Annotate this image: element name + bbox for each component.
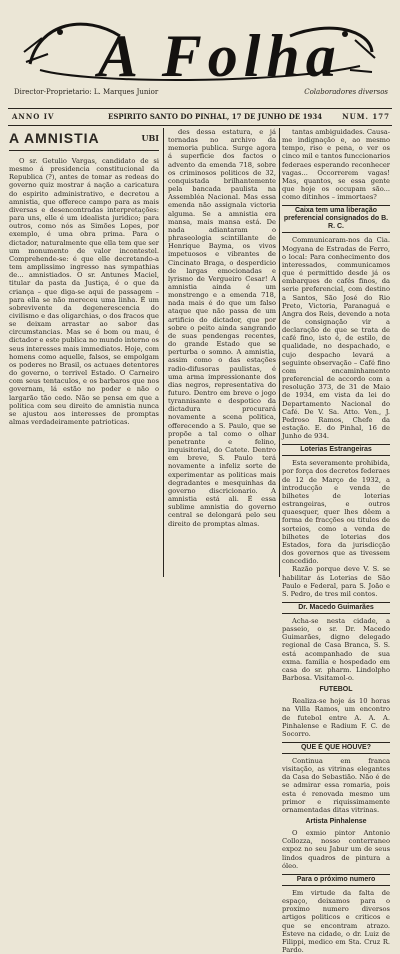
issue-year: ANNO IV xyxy=(12,112,55,121)
column-divider xyxy=(163,128,164,577)
proximo-numero-body: Em virtude da falta de espaço, deixamos para o proximo numero diversos artigos politicos e criticos e que se encontram atrazo. Esteve na cidade, o dr. Luiz de Filippi, medico em Sta. Cruz R. Pardo. xyxy=(282,888,390,954)
collaborators-credit: Colaboradores diversos xyxy=(304,88,388,96)
guimaraes-article-body: Acha-se nesta cidade, a passeio, o sr. Dr. Macedo Guimarães, digno delegado regional de Casa Branca, S. S. está acompanhado de sua exma. familia e hospedado em casa do sr. pharm. Lindolpho Barbosa. Visitamol-o. xyxy=(282,616,390,683)
loterias-article-title: Loterias Estrangeiras xyxy=(282,444,390,456)
main-article-tag: UBI xyxy=(141,133,159,143)
masthead xyxy=(0,0,400,118)
futebol-article-body: Realiza-se hoje ás 10 horas na Villa Ramos, um encontro de futebol entre A. A. A. Pinhalense e Radium F. C. de Socorro. xyxy=(282,697,390,738)
proximo-numero-title: Para o próximo numero xyxy=(282,874,390,886)
loterias-article-body: Esta severamente prohibida, por força dos decretos federaes de 12 de Março de 1932, a introducção e venda de bilhetes de loterias estrangeiras, e outros quaesquer, quer lhes dêem a forma de fracções ou titulos de sorteios, como a venda de bilhetes de loterias dos Estados, fora da jurisdicção dos governos que as tivessem concedido. xyxy=(282,459,390,566)
que-houve-article-title: QUE É QUE HOUVE? xyxy=(282,742,390,754)
main-headline xyxy=(9,128,159,151)
guimaraes-article-title: Dr. Macedo Guimarães xyxy=(282,602,390,614)
caixa-article-body: Communicaram-nos da Cia. Mogyana de Estradas de Ferro, o local: Para conhecimento dos interessados, communicamos que é permittido desde já os embarques de cafés finos, da serie preferencial, com destino a Santos, São José do Rio Preto, Victoria, Paranaguá e Angra dos Reis, devendo a nota de consignação vir a declaração de que se trata de café fino, isto é, de estilo, de qualidade, no despachado, e cujo despacho levará a seguinte observação – Café fino com encaminhamento preferencial de accordo com a resolução 373, de 31 de Maio de 1934, em vista da lei do Departamento Nacional do Café. De V. Sa. Atto. Ven., J. Pedroso Ramos, Chefe da estação. E. do Pinhal, 16 de Junho de 934. xyxy=(282,236,390,441)
column-two xyxy=(168,128,276,579)
column-one xyxy=(9,128,159,579)
que-houve-article-body: Continua em franca visitação, as vitrinas elegantes da Casa do Sebastião. Não é de se admirar essa romaria, pois esta é renovada mesmo um primor e riquissimamente ornamentadas ditas vitrinas. xyxy=(282,757,390,814)
column-three xyxy=(282,128,391,954)
main-article-continuation: des dessa estatura, e já tornadas no archivo da memoria publica. Surge agora á superficie dos factos o advento da emenda 718, sobre os criminosos politicos de 32, conquistada brilhantemente pela bancada paulista na Assembléa Nacional. Mas essa emenda não assignala victoria alguma. Se a amnistia era mansa, mais mansa está. De nada adiantaram o phraseologia scintillante de Henrique Bayma, os vivos impetuosos e vibrantes de Cincinato Braga, o desperdicio de largas emocionadas e lyrismo de Vergueiro Cesar! A amnistia ainda é um monstrengo e a emenda 718, nada mais é do que um falso ataque que não passa de um artificio do dictador, que por sobre o peito ainda sangrando de suas pendengas recentes, do grande Estado que se perturba o somno. A amnistia, assim como o das estações radio-difusoras paulistas, é uma arma impressionante dos dias negros, representativa do futuro. Dentro em breve o jogo tyrannisante e despotico da dictadura procurará novamente a scena politica, offerecendo a S. Paulo, que se propõe a tal como o olhar penetrante e felino, inquisitorial, do Catete. Dentro em breve, S. Paulo terá novamente a infeliz sorte de experimentar as politicas mais degradantes e mesquinhas da governo discricionario. A amnistia está ali. É essa sublime amnistia do governo central se delongará pelo seu direito de promptas almas. xyxy=(168,128,276,528)
futebol-article-title: FUTEBOL xyxy=(319,686,353,694)
caixa-article-title: Caixa tem uma liberação preferencial consignados do B. R. C. xyxy=(282,205,390,233)
main-article-title: A AMNISTIA xyxy=(9,130,100,146)
director-credit: Director-Proprietario: L. Marques Junior xyxy=(14,88,159,96)
issue-place-date: ESPIRITO SANTO DO PINHAL, 17 DE JUNHO DE 1934 xyxy=(108,112,323,121)
issue-number: NUM. 177 xyxy=(342,112,390,121)
column-divider xyxy=(279,128,280,577)
artista-article-body: O exmio pintor Antonio Collozza, nosso conterraneo expoz no seu Jabur um de seus lindos quadros de pintura a óleo. xyxy=(282,829,390,870)
column-two-continuation: tantas ambiguidades. Causa-me indignação e, ao mesmo tempo, riso e pena, o ver os cinco mil e tantos funccionarios federaes esperando reconhecer vagas... Occorrerem vagas! Mas, quantos, se essa gente que hoje os occupam são... como ditinhos – immortaes? xyxy=(282,128,391,202)
artista-article-title: Artista Pinhalense xyxy=(305,818,367,826)
issue-info-bar xyxy=(8,108,392,126)
main-article-body: O sr. Getulio Vargas, candidato de si mesmo á presidencia constitucional da Republica (?), antes de tomar as redeas do governo quiz mostrar á nação a caricatura do espirito administrativo, e decretou a amnistia, que offerece campo para as mais diversas e desencontradas interpretações: para uns, elle é um idealista juridico; para outros, como nós as Simões Lopes, por exemplo, é uma obra prima. Para o dictador, naturalmente que ella tem que ser um monumento de valor incontestel. Comprehende-se: é que elle decretando-a tem amplissimo ingresso nas sympathias de... amnistiados. O sr. Antunes Maciel, titular da pasta da Justiça, é o que da criança – que diga-se aqui de passagem – para ella se não mereceu uma linha. É um sobrevivente da degenerescencia do civilismo e das oligarchias, o dos fracos que se deixam arrastar ao sabor das circumstancias. Mas se é bom ou mau, é dictador e este publica no mundo interno os seus interesses mais immediatos. Hoje, com homens como aquelle, falsos, se empolgam os poderes no Brasil, os actuaes detentores do governo, o terrivel Estado. O Carneiro com seus tentaculos, e os barbaros que nos governam, lá estão no poder e não o largarão tão cedo. Não se pensa em que a politica com seu direito de amnistia nunca se ajustou aos interesses de promptas almas verdadeiramente patrioticas. xyxy=(9,157,159,426)
masthead-title: A Folha xyxy=(98,23,342,89)
loterias-article-continuation: Razão porque deve V. S. se habilitar ás Loterias de São Paulo e Federal, para S. João e S. Pedro, de tres mil contos. xyxy=(282,565,390,598)
